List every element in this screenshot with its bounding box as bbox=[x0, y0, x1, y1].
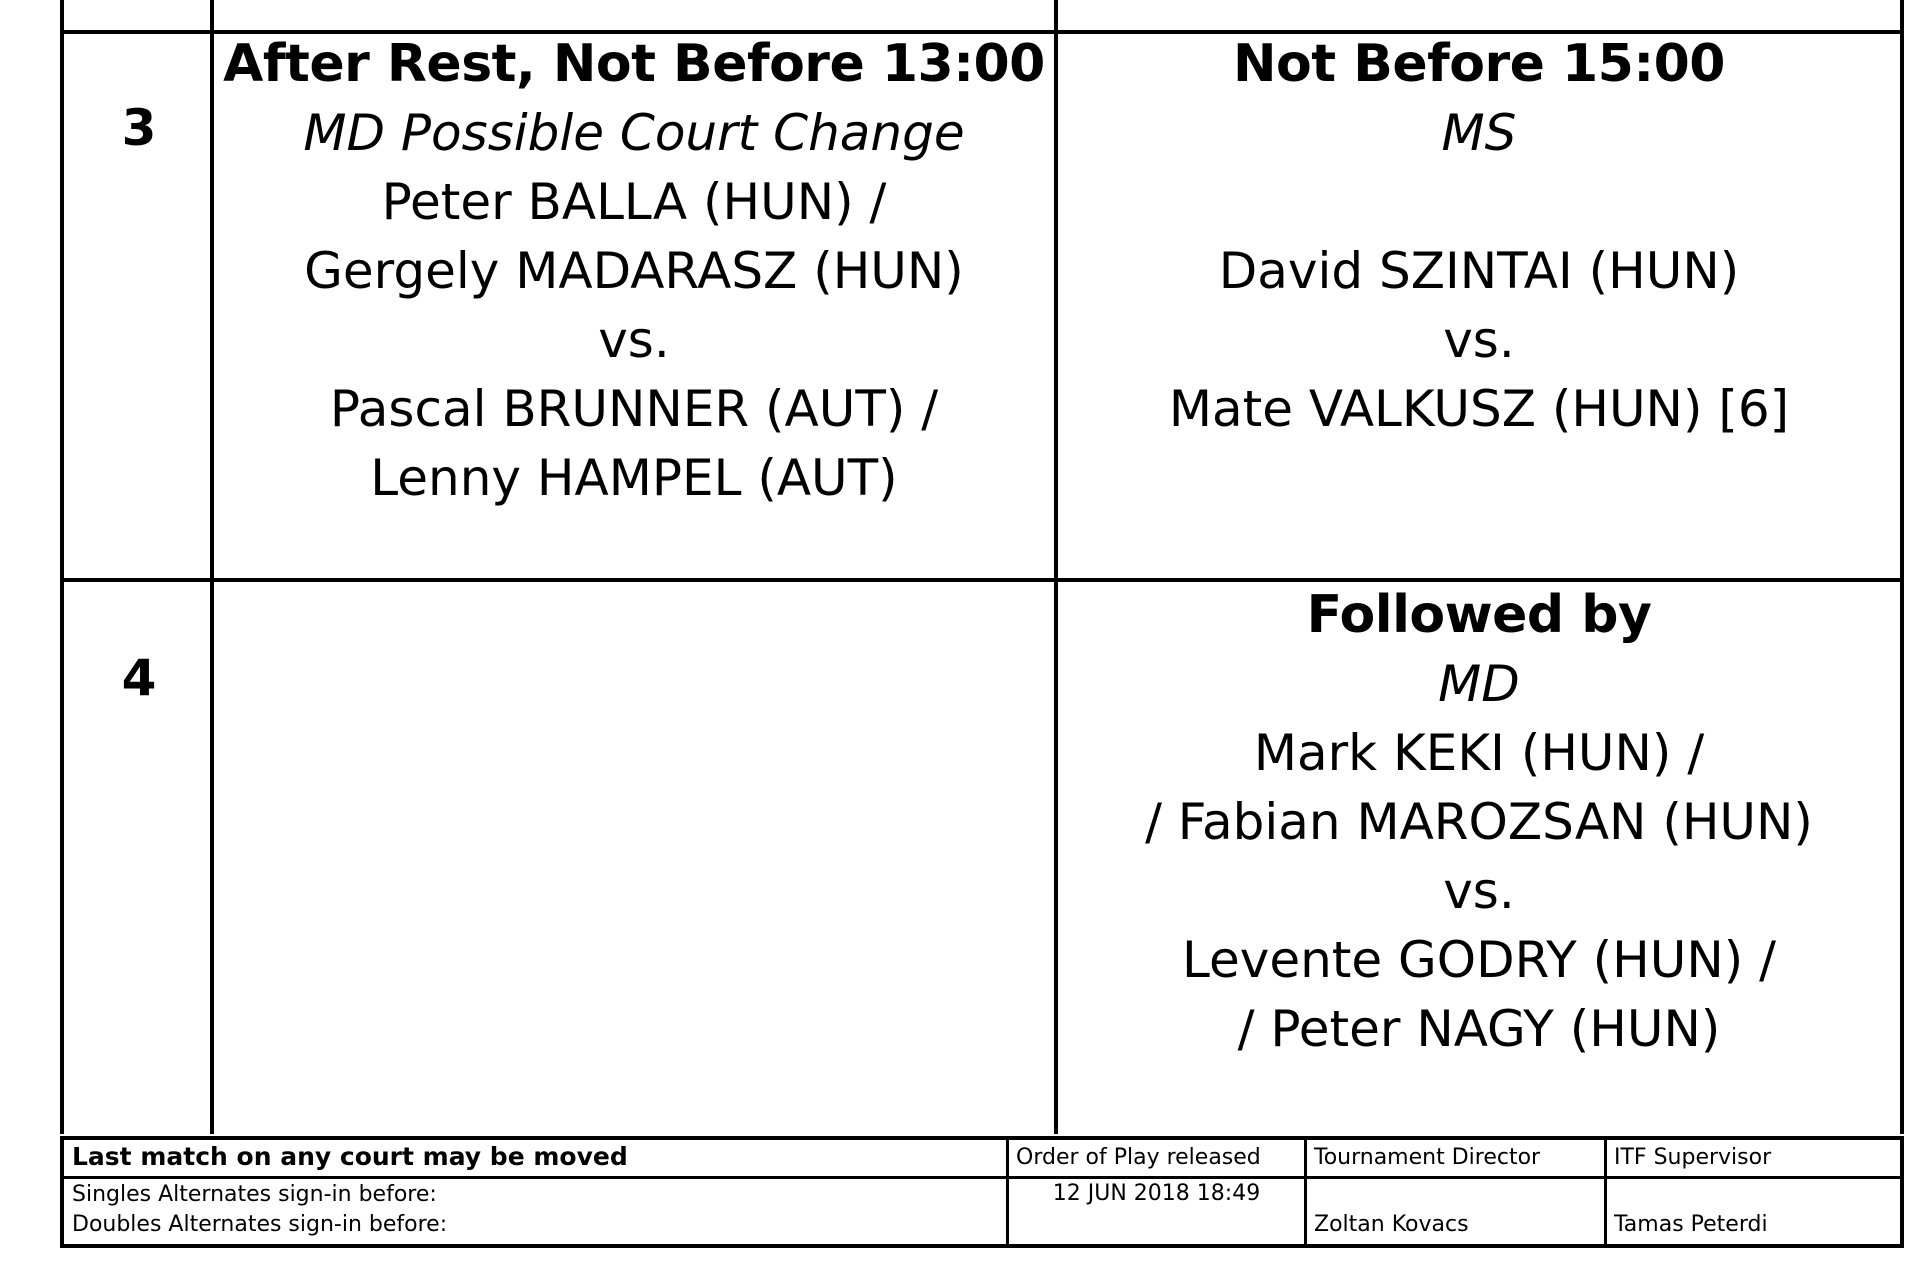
match-schedule-header: Followed by bbox=[1306, 585, 1652, 645]
footer-row-divider bbox=[64, 1176, 1900, 1179]
player-line: Mark KEKI (HUN) / bbox=[1253, 724, 1705, 782]
match-schedule-header: After Rest, Not Before 13:00 bbox=[223, 34, 1045, 94]
versus-label: vs. bbox=[598, 311, 670, 369]
footer-column-divider bbox=[1304, 1140, 1307, 1244]
player-line: Pascal BRUNNER (AUT) / bbox=[329, 380, 939, 438]
match-cell-row4-right bbox=[1058, 581, 1900, 1064]
release-date: 12 JUN 2018 18:49 bbox=[1052, 1181, 1261, 1206]
footer-column-divider bbox=[1604, 1140, 1607, 1244]
itf-supervisor-name: Tamas Peterdi bbox=[1614, 1212, 1768, 1237]
versus-label: vs. bbox=[1443, 862, 1515, 920]
order-of-play-grid bbox=[60, 0, 1904, 1134]
player-line: Peter BALLA (HUN) / bbox=[381, 173, 887, 231]
player-line bbox=[1058, 168, 1900, 237]
player-line: / Peter NAGY (HUN) bbox=[1237, 1000, 1721, 1058]
player-line: Mate VALKUSZ (HUN) [6] bbox=[1168, 380, 1790, 438]
player-line: David SZINTAI (HUN) bbox=[1218, 242, 1740, 300]
tournament-director-label: Tournament Director bbox=[1314, 1145, 1541, 1170]
match-cell-row4-left-empty bbox=[214, 582, 1054, 1130]
singles-alternates-label: Singles Alternates sign-in before: bbox=[72, 1182, 437, 1207]
doubles-alternates-label: Doubles Alternates sign-in before: bbox=[72, 1212, 448, 1237]
versus-label: vs. bbox=[1443, 311, 1515, 369]
itf-supervisor-label: ITF Supervisor bbox=[1614, 1145, 1772, 1170]
match-cell-row3-right bbox=[1058, 30, 1900, 444]
player-line: Levente GODRY (HUN) / bbox=[1182, 931, 1776, 989]
match-schedule-header: Not Before 15:00 bbox=[1233, 34, 1725, 94]
player-line: Gergely MADARASZ (HUN) bbox=[304, 242, 964, 300]
player-line: Lenny HAMPEL (AUT) bbox=[370, 449, 898, 507]
match-cell-row3-left bbox=[214, 30, 1054, 513]
match-event: MD Possible Court Change bbox=[303, 104, 965, 162]
match-event: MD bbox=[1438, 655, 1520, 713]
court-number: 4 bbox=[121, 649, 157, 707]
tournament-director-name: Zoltan Kovacs bbox=[1314, 1212, 1469, 1237]
footer-table bbox=[60, 1136, 1904, 1248]
release-label: Order of Play released bbox=[1016, 1145, 1261, 1170]
court-number: 3 bbox=[121, 99, 157, 157]
match-event: MS bbox=[1441, 104, 1517, 162]
footer-notice: Last match on any court may be moved bbox=[72, 1142, 628, 1171]
player-line: / Fabian MAROZSAN (HUN) bbox=[1145, 793, 1813, 851]
